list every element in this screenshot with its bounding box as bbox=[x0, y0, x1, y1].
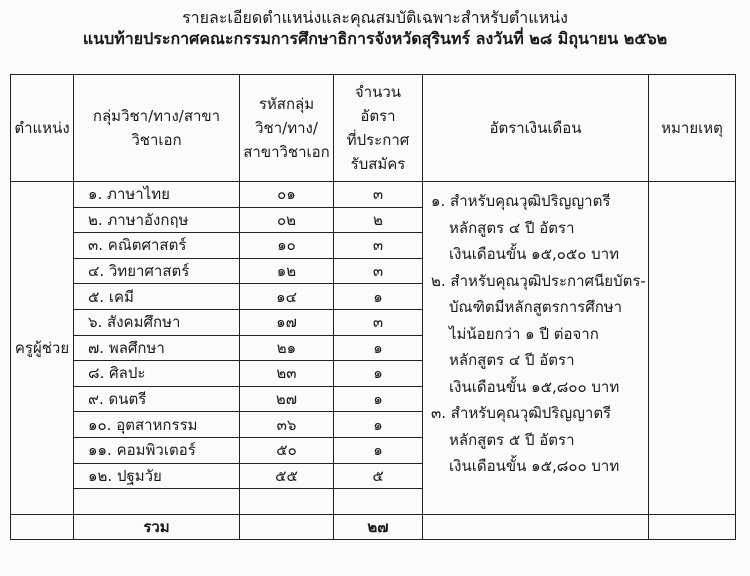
code-cell: ๓๖ bbox=[240, 412, 334, 438]
header-row bbox=[11, 75, 736, 182]
count-cell: ๑ bbox=[334, 361, 423, 387]
subject-cell: ๓. คณิตศาสตร์ bbox=[74, 233, 240, 259]
subject-cell: ๖. สังคมศึกษา bbox=[74, 309, 240, 335]
salary-cell bbox=[423, 182, 649, 515]
empty-cell bbox=[334, 489, 423, 515]
subject-cell: ๙. ดนตรี bbox=[74, 386, 240, 412]
code-cell: ๐๑ bbox=[240, 182, 334, 208]
code-cell: ๕๐ bbox=[240, 437, 334, 463]
salary-line: เงินเดือนขั้น ๑๕,๘๐๐ บาท bbox=[449, 377, 620, 396]
count-cell: ๑ bbox=[334, 437, 423, 463]
position-header: ตำแหน่ง bbox=[11, 75, 74, 182]
code-cell: ๒๓ bbox=[240, 361, 334, 387]
code-cell: ๐๒ bbox=[240, 207, 334, 233]
total-blank-cell bbox=[423, 514, 649, 539]
document-subtitle: แนบท้ายประกาศคณะกรรมการศึกษาธิการจังหวัดสุรินทร์ ลงวันที่ ๒๘ มิถุนายน ๒๕๖๒ bbox=[82, 29, 668, 48]
salary-line: ไม่น้อยกว่า ๑ ปี ต่อจาก bbox=[449, 324, 599, 343]
remark-header: หมายเหตุ bbox=[649, 75, 736, 182]
total-blank-cell bbox=[240, 514, 334, 539]
count-cell: ๓ bbox=[334, 233, 423, 259]
code-cell: ๑๔ bbox=[240, 284, 334, 310]
salary-line: ๑. สำหรับคุณวุฒิปริญญาตรี bbox=[431, 192, 611, 210]
table-row bbox=[11, 182, 736, 208]
subject-header: กลุ่มวิชา/ทาง/สาขา วิชาเอก bbox=[74, 75, 240, 182]
salary-line: เงินเดือนขั้น ๑๕,๐๕๐ บาท bbox=[449, 245, 620, 263]
count-cell: ๑ bbox=[334, 335, 423, 361]
count-cell: ๓ bbox=[334, 258, 423, 284]
positions-table bbox=[10, 74, 736, 540]
code-cell: ๑๗ bbox=[240, 309, 334, 335]
subject-cell: ๒. ภาษาอังกฤษ bbox=[74, 207, 240, 233]
code-cell: ๒๗ bbox=[240, 386, 334, 412]
count-cell: ๕ bbox=[334, 463, 423, 489]
salary-line: หลักสูตร ๕ ปี อัตรา bbox=[449, 430, 575, 449]
subject-cell: ๑. ภาษาไทย bbox=[74, 182, 240, 208]
count-cell: ๓ bbox=[334, 182, 423, 208]
salary-header: อัตราเงินเดือน bbox=[423, 75, 649, 182]
salary-line: ๒. สำหรับคุณวุฒิประกาศนียบัตร- bbox=[431, 271, 646, 290]
total-label: รวม bbox=[74, 514, 240, 539]
remark-cell bbox=[649, 182, 736, 515]
document-title: รายละเอียดตำแหน่งและคุณสมบัติเฉพาะสำหรับตำแหน่ง bbox=[182, 8, 568, 27]
subject-cell: ๑๐. อุตสาหกรรม bbox=[74, 412, 240, 438]
total-row bbox=[11, 514, 736, 539]
total-blank-cell bbox=[11, 514, 74, 539]
code-cell: ๑๐ bbox=[240, 233, 334, 259]
count-cell: ๒ bbox=[334, 207, 423, 233]
count-header: จำนวน อัตรา ที่ประกาศ รับสมัคร bbox=[334, 75, 423, 182]
subject-cell: ๗. พลศึกษา bbox=[74, 335, 240, 361]
code-header: รหัสกลุ่ม วิชา/ทาง/ สาขาวิชาเอก bbox=[240, 75, 334, 182]
total-count: ๒๗ bbox=[334, 514, 423, 539]
code-cell: ๒๑ bbox=[240, 335, 334, 361]
position-cell: ครูผู้ช่วย bbox=[11, 182, 74, 515]
empty-cell bbox=[240, 489, 334, 515]
count-cell: ๓ bbox=[334, 309, 423, 335]
count-cell: ๑ bbox=[334, 284, 423, 310]
code-cell: ๕๕ bbox=[240, 463, 334, 489]
subject-cell: ๑๒. ปฐมวัย bbox=[74, 463, 240, 489]
empty-cell bbox=[74, 489, 240, 515]
subject-cell: ๕. เคมี bbox=[74, 284, 240, 310]
salary-line: เงินเดือนขั้น ๑๕,๘๐๐ บาท bbox=[449, 457, 620, 475]
total-blank-cell bbox=[649, 514, 736, 539]
salary-line: ๓. สำหรับคุณวุฒิปริญญาตรี bbox=[431, 404, 612, 422]
salary-line: บัณฑิตมีหลักสูตรการศึกษา bbox=[449, 298, 623, 316]
code-cell: ๑๒ bbox=[240, 258, 334, 284]
count-cell: ๑ bbox=[334, 386, 423, 412]
salary-line: หลักสูตร ๔ ปี อัตรา bbox=[449, 218, 575, 237]
salary-line: หลักสูตร ๔ ปี อัตรา bbox=[449, 351, 575, 369]
subject-cell: ๑๑. คอมพิวเตอร์ bbox=[74, 437, 240, 463]
subject-cell: ๔. วิทยาศาสตร์ bbox=[74, 258, 240, 284]
count-cell: ๑ bbox=[334, 412, 423, 438]
subject-cell: ๘. ศิลปะ bbox=[74, 361, 240, 387]
